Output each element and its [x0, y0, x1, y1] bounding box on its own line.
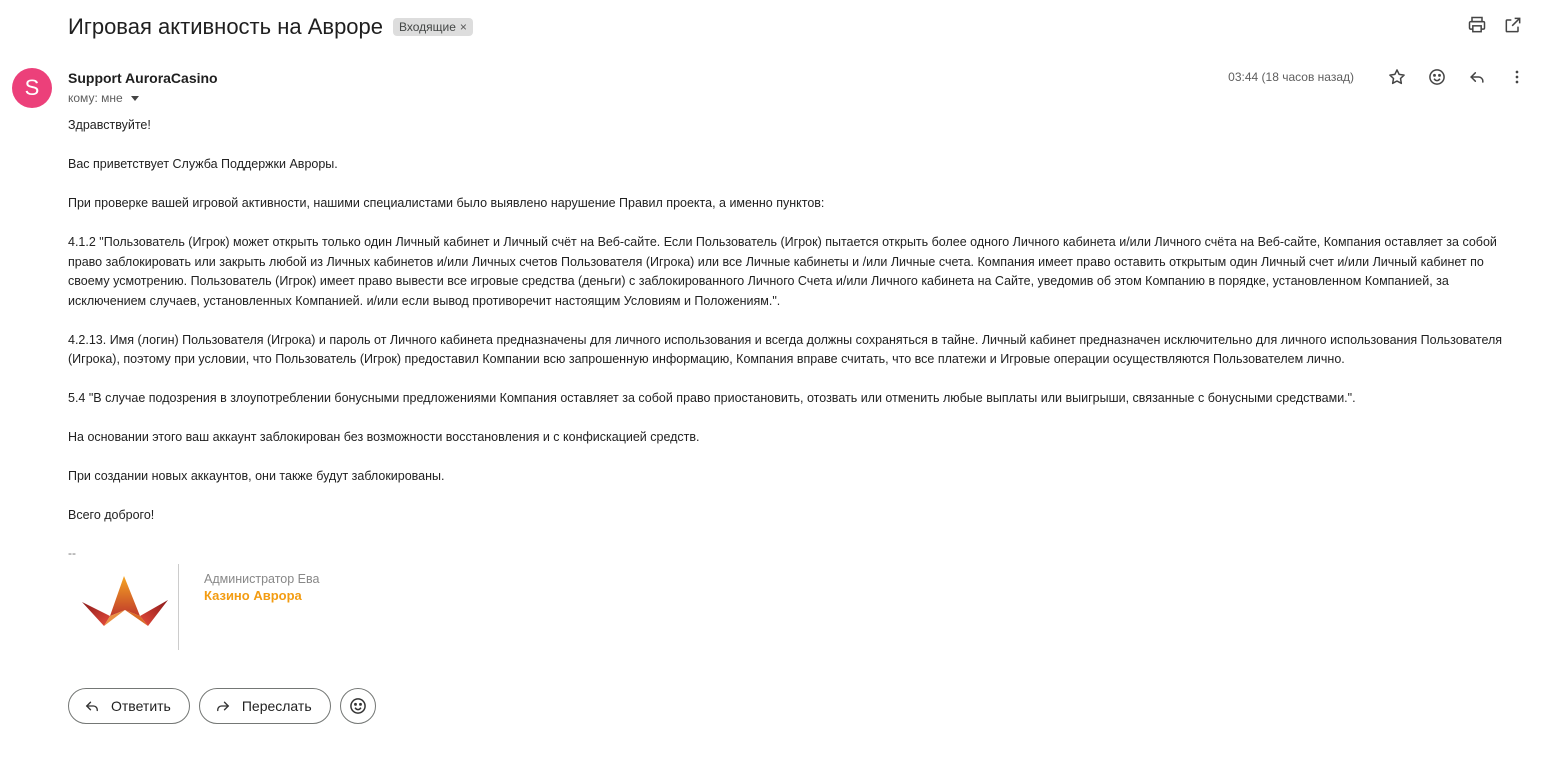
message-actions: [68, 688, 376, 724]
reply-icon[interactable]: [1466, 66, 1488, 88]
reply-button-label: Ответить: [111, 698, 171, 714]
open-in-new-window-icon[interactable]: [1502, 14, 1524, 36]
top-actions: [1466, 14, 1524, 36]
print-icon[interactable]: [1466, 14, 1488, 36]
recipient-text: кому: мне: [68, 91, 123, 105]
sender-name[interactable]: Support AuroraCasino: [68, 70, 218, 86]
signature-name: Администратор Ева: [204, 572, 320, 586]
body-paragraph: 5.4 "В случае подозрения в злоупотреблении бонусными предложениями Компания оставляет за собой право приостановить, отозвать или отменить любые выплаты или выигрыши, связанные с бонусными средствами.".: [68, 391, 1356, 405]
subject-row: [68, 12, 473, 42]
emoji-icon: [348, 696, 368, 716]
body-paragraph: 4.1.2 "Пользователь (Игрок) может открыть только один Личный кабинет и Личный счёт на Веб-сайте. Если Пользователь (Игрок) пытается открыть более одного Личного кабинета и/или Личного счёта на Веб-сайте, Компания оставляет за собой право заблокировать или закрыть любой из Личных кабинетов и/или Личных счетов Пользователя (Игрока) или все Личные кабинеты и /или Личные счета. Компания имеет право оставить открытым один Личный счет и/или Личный кабинет по своему усмотрению. Пользователь (Игрок) имеет право вывести все игровые средства (деньги) с заблокированного Личного Счета и/или Личного кабинета на Сайте, уведомив об этом Компанию в порядке, установленном Компанией, за исключением случаев, установленных Компанией. и/или если вывод противоречит настоящим Условиям и Положениям.".: [68, 235, 1497, 308]
reply-icon: [83, 697, 101, 715]
label-chip-close-icon[interactable]: ×: [459, 20, 467, 34]
signature-divider: [178, 564, 179, 650]
signature-company: Казино Аврора: [204, 588, 302, 603]
forward-button[interactable]: [199, 688, 331, 724]
label-chip-inbox[interactable]: [393, 18, 473, 36]
signature-separator: --: [68, 546, 76, 560]
forward-button-label: Переслать: [241, 698, 312, 714]
emoji-reaction-icon[interactable]: [1426, 66, 1448, 88]
email-subject: Игровая активность на Авроре: [68, 14, 384, 39]
body-paragraph: 4.2.13. Имя (логин) Пользователя (Игрока) и пароль от Личного кабинета предназначены для личного использования и всегда должны сохраняться в тайне. Личный кабинет предназначен исключительно для личного использования Пользователя (Игрока), поэтому при условии, что Пользователь (Игрок) предоставил Компании всю запрошенную информацию, Компания вправе считать, что все платежи и Игровые операции осуществляются Пользователем лично.: [68, 332, 1503, 366]
recipient-details[interactable]: [68, 91, 139, 105]
reply-button[interactable]: [68, 688, 190, 724]
body-paragraph: Здравствуйте!: [68, 118, 151, 132]
more-vertical-icon[interactable]: [1506, 66, 1528, 88]
aurora-logo-icon: [80, 570, 170, 632]
avatar[interactable]: S: [12, 68, 52, 108]
label-chip-text: Входящие: [399, 20, 456, 34]
email-body: [68, 116, 1528, 545]
chevron-down-icon[interactable]: [131, 96, 139, 101]
message-meta: [1228, 66, 1528, 88]
star-icon[interactable]: [1386, 66, 1408, 88]
emoji-reaction-button[interactable]: [340, 688, 376, 724]
body-paragraph: Всего доброго!: [68, 508, 155, 522]
body-paragraph: При создании новых аккаунтов, они также будут заблокированы.: [68, 469, 445, 483]
body-paragraph: При проверке вашей игровой активности, нашими специалистами было выявлено нарушение Правил проекта, а именно пунктов:: [68, 196, 825, 210]
forward-icon: [214, 697, 232, 715]
body-paragraph: Вас приветствует Служба Поддержки Авроры.: [68, 157, 338, 171]
body-paragraph: На основании этого ваш аккаунт заблокирован без возможности восстановления и с конфискацией средств.: [68, 430, 700, 444]
timestamp: 03:44 (18 часов назад): [1228, 70, 1354, 84]
